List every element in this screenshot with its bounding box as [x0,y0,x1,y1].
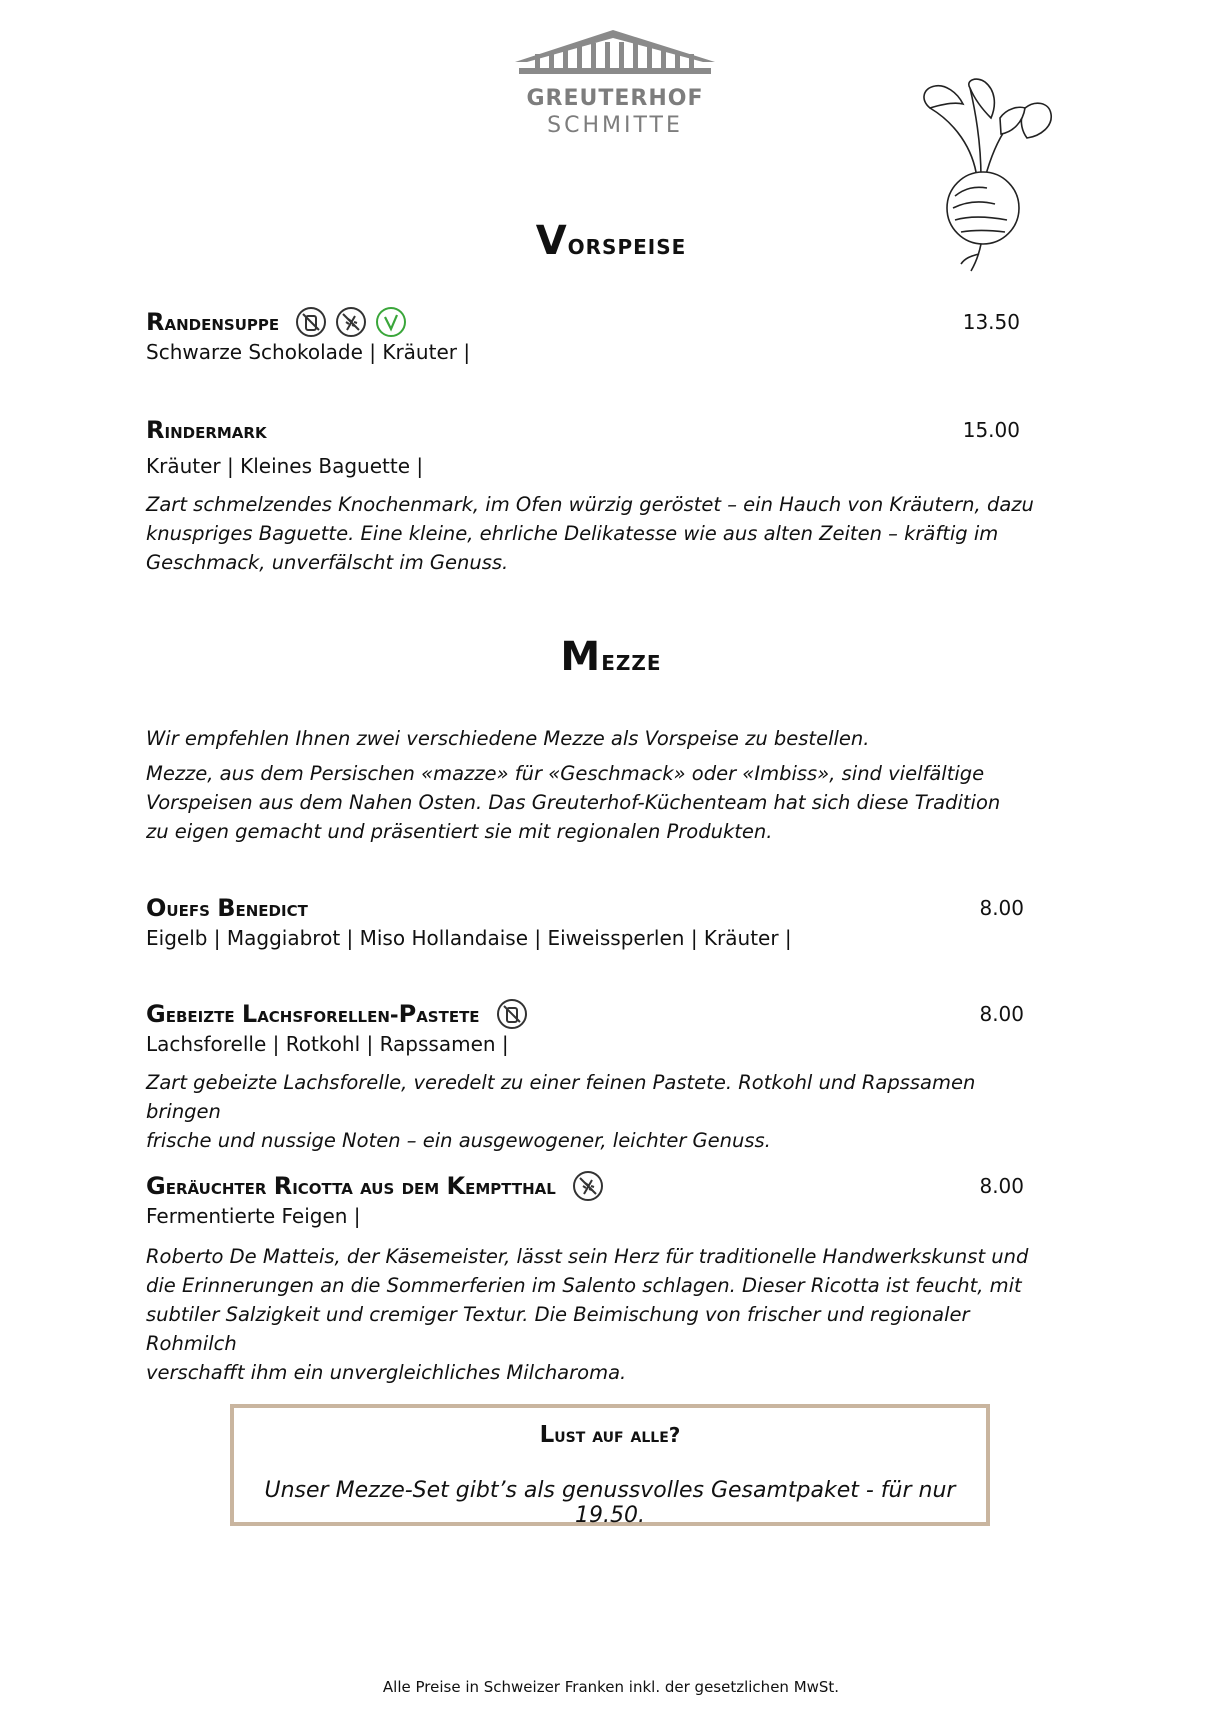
logo [500,22,730,138]
item-description: Roberto De Matteis, der Käsemeister, lässt sein Herz für traditionelle Handwerkskunst und die Erinnerungen an die Sommerferien im Salento schlagen. Dieser Ricotta ist feucht, mit subtiler Salzigkeit und cremiger Textur. Die Beimischung von frischer und regionaler Rohmilch verschafft ihm ein unvergleichliches Milcharoma. [146,1245,1029,1384]
item-subtitle: Kräuter | Kleines Baguette | [146,454,424,478]
price: 8.00 [979,1174,1024,1198]
logo-name: GREUTERHOF [526,86,704,111]
gluten-free-icon [335,306,367,338]
item-description: Zart gebeizte Lachsforelle, veredelt zu einer feinen Pastete. Rotkohl und Rapssamen bringen frische und nussige Noten – ein ausgewogener, leichter Genuss. [146,1071,976,1152]
section-title-mezze: Mezze [560,634,662,680]
vegan-icon [375,306,407,338]
item-subtitle: Fermentierte Feigen | [146,1204,361,1228]
offer-text: Unser Mezze-Set gibt’s als genussvolles Gesamtpaket - für nur 19.50. [264,1478,956,1528]
price: 15.00 [962,418,1020,442]
section-title-vorspeise: Vorspeise [535,218,687,264]
price: 13.50 [962,310,1020,334]
lactose-free-icon [295,306,327,338]
item-subtitle: Schwarze Schokolade | Kräuter | [146,340,471,364]
item-description: Zart schmelzendes Knochenmark, im Ofen würzig geröstet – ein Hauch von Kräutern, dazu knuspriges Baguette. Eine kleine, ehrliche Delikatesse wie aus alten Zeiten – kräftig im Geschmack, unverfälscht im Genuss. [146,493,1034,574]
mezze-intro: Wir empfehlen Ihnen zwei verschiedene Mezze als Vorspeise zu bestellen. Mezze, aus dem Persischen «mazze» für «Geschmack» oder «Imbiss», sind vielfältige Vorspeisen aus dem Nahen Osten. Das Greuterhof-Küchenteam hat sich diese Tradition zu eigen gemacht und präsentiert sie mit regionalen Produkten. [146,727,1001,843]
gluten-free-icon [572,1170,604,1202]
mezze-set-offer-box [230,1404,990,1526]
item-title-geraeuchter-ricotta: Geräuchter Ricotta aus dem Kemptthal [146,1170,604,1202]
item-subtitle: Lachsforelle | Rotkohl | Rapssamen | [146,1032,509,1056]
offer-title: Lust auf alle? [539,1422,681,1448]
price: 8.00 [979,1002,1024,1026]
item-title-lachsforellen-pastete: Gebeizte Lachsforellen-Pastete [146,998,528,1030]
item-subtitle: Eigelb | Maggiabrot | Miso Hollandaise | Eiweissperlen | Kräuter | [146,926,792,950]
item-title-ouefs-benedict: Ouefs Benedict [146,894,308,922]
lactose-free-icon [496,998,528,1030]
item-title-rindermark: Rindermark [146,416,267,444]
logo-subtitle: SCHMITTE [547,113,683,138]
price: 8.00 [979,896,1024,920]
logo-building-icon [505,22,725,84]
price-footnote: Alle Preise in Schweizer Franken inkl. der gesetzlichen MwSt. [382,1678,840,1696]
item-title-randensuppe: Randensuppe [146,306,407,338]
